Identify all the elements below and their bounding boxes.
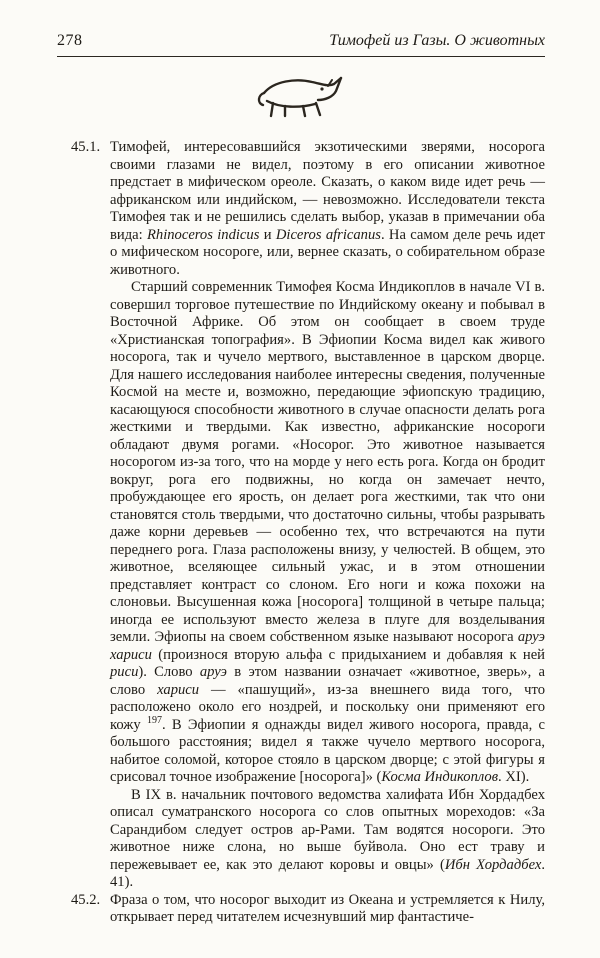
text-run: ). Слово: [138, 664, 200, 680]
rhinoceros-icon: [254, 71, 346, 119]
page-number: 278: [57, 32, 83, 49]
paragraph: [110, 787, 545, 892]
text-run: . На самом деле речь идет о мифическом носороге, или, вернее сказать, о собирательном образе животного.: [110, 226, 546, 278]
text-run: В IX в. начальник почтового ведомства халифата Ибн Хордадбех описал суматранского носорога со слов опытных мореходов: «За Сарандибом следует остров ар-Рами. Там водятся носороги. Это животное ниже слона, но выше буйвола. Оно ест траву и пережевывает ее, как это делают коровы и овцы» (: [110, 786, 545, 873]
text-run: Фраза о том, что носорог выходит из Океана и устремляется к Нилу, открывает перед читателем исчезнувший мир фантастиче-: [110, 891, 545, 925]
text-run: . XI).: [498, 769, 530, 785]
text-body: [71, 139, 546, 927]
running-title: Тимофей из Газы. О животных: [329, 32, 545, 49]
chapter-ornament: [0, 71, 600, 129]
text-run: Diceros africanus: [275, 226, 381, 243]
text-run: Косма Индикоплов: [381, 769, 499, 785]
paragraph: [110, 279, 545, 787]
text-run: Тимофей, интересовавшийся экзотическими зверями, носорога своими глазами не видел, поэтому в его описании животное предстает в мифическом ореоле. Сказать, о каком виде идет речь — африканском или индийском, — невозможно. Исследователи текста Тимофея так и не решились сделать выбор, указав в примечании оба вида:: [110, 139, 545, 243]
numbered-paragraph: [71, 139, 546, 279]
text-run: хариси: [157, 681, 200, 698]
text-run: Rhinoceros indicus: [146, 226, 260, 243]
text-run: риси: [110, 664, 139, 680]
footnote-ref: 197: [146, 714, 162, 726]
text-run: Ибн Хордадбех: [444, 856, 542, 873]
text-run: . 41).: [110, 856, 545, 890]
text-run: и: [259, 226, 276, 243]
page-header: [57, 32, 545, 57]
text-run: — «пашущий», из-за внешнего вида того, что расположено около его ноздрей, и поскольку они применяют его кожу: [110, 681, 546, 733]
numbered-paragraph: [71, 891, 545, 927]
text-run: . В Эфиопии я однажды видел живого носорога, правда, с большого расстояния; видел я также чучело мертвого носорога, набитое соломой, которое стояло в царском дворце; с этой фигуры я срисовал точное изображение [носорога]» (: [110, 716, 545, 785]
text-run: аруэ: [199, 664, 227, 680]
text-run: (произнося вторую альфа с придыханием и добавляя к ней: [151, 646, 545, 663]
text-run: в этом названии означает «животное, зверь», а слово: [110, 664, 545, 698]
text-run: Старший современник Тимофея Косма Индикоплов в начале VI в. совершил торговое путешествие по Индийскому океану и побывал в Восточной Африке. Об этом он сообщает в своем труде «Христианская топография». В Эфиопии Косма видел как живого носорога, так и чучело мертвого, выставленное в царском дворце. Для нашего исследования наиболее интересны сведения, полученные Космой на месте и, возможно, передающие эфиопскую традицию, касающуюся способности животного в случае опасности делать рога жесткими и твердыми. Как известно, африканские носороги обладают двумя рогами. «Носорог. Это животное называется носорогом из-за того, что на морде у него есть рога. Когда он бродит вокруг, рога его подвижны, но когда он замечает нечто, пробуждающее его ярость, он делает рога жесткими, так что они становятся столь твердыми, что достаточно сильны, чтобы разрывать даже корни деревьев — особенно тех, что встречаются на пути переднего рога. Глаза расположены внизу, у челюстей. В общем, это животное, вселяющее сильный ужас, и в этом отношении представляет контраст со слоном. Его ноги и кожа похожи на слоновьи. Высушенная кожа [носорога] толщиной в четыре пальца; иногда ее используют вместо железа в плуге для возделывания земли. Эфиопы на своем собственном языке называют носорога: [110, 279, 545, 645]
text-run: аруэ хариси: [110, 629, 545, 663]
section-number: 45.1.: [71, 139, 101, 155]
section-number: 45.2.: [71, 891, 101, 908]
